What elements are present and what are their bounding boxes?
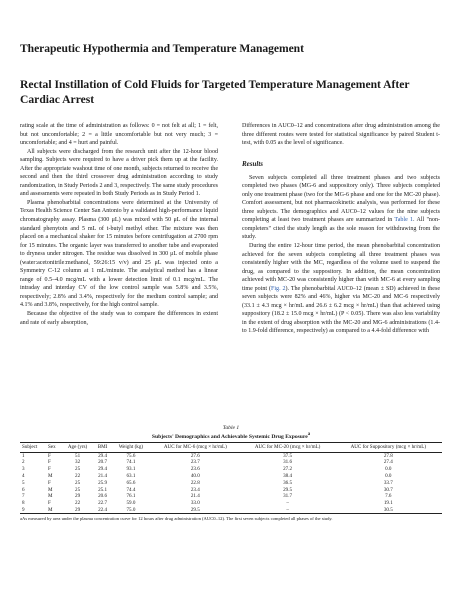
table-cell: 31.7 [283, 493, 293, 500]
table-cell: M [48, 493, 53, 500]
table-cell: F [48, 500, 51, 507]
article-title: Rectal Instillation of Cold Fluids for Targeted Temperature Management After Cardiac Arrest [20, 78, 410, 106]
table-cell: 40.0 [190, 472, 200, 479]
table-cell: 22 [75, 472, 81, 479]
table-cell: 63.1 [126, 472, 136, 479]
table-link[interactable]: Table 1 [394, 217, 414, 224]
table-header-row [20, 443, 442, 453]
table-cell: 19.1 [383, 500, 393, 507]
data-table [20, 442, 442, 514]
table-row [20, 507, 442, 514]
table-cell: 23.4 [190, 486, 200, 493]
text-span: ). The phenobarbital AUC0–12 (mean ± SD) achieved in these seven subjects were 82% and 46%, higher via MC-20 and MC-6 respectively (33.1 ± 4.3 mcg × hr/mL and 26.6 ± 6.2 mcg × hr/mL) than that achieved using suppository (18.2 ± 15.0 mcg × hr/mL) (P < 0.05). There was also less variability in the extent of drug absorption with the MC-20 and MG-6 administrations (1.4- to 1.9-fold difference, respectively) as compared to a 4.4-fold difference with [242, 285, 440, 335]
table-row [20, 486, 442, 493]
table-cell: 7.6 [385, 493, 392, 500]
col-header: AUC for MC-20 (mcg × hr/mL) [254, 444, 321, 451]
table-cell: 29 [75, 506, 81, 513]
table-cell: 20.6 [98, 493, 108, 500]
table-cell: 51 [75, 452, 81, 459]
left-column [20, 122, 218, 327]
paragraph: Differences in AUC0–12 and concentrations after drug administration among the three different routes were tested for statistical significance by paired Student t-test, with 0.05 as the level of significance. [242, 123, 440, 147]
table-cell: 38.4 [283, 472, 293, 479]
results-heading: Results [242, 159, 264, 168]
table-cell: 22.8 [190, 479, 200, 486]
table-cell: 25 [75, 486, 81, 493]
table-cell: 0.0 [385, 466, 392, 473]
paragraph [242, 242, 440, 336]
col-header: Weight (kg) [118, 444, 144, 451]
table-row [20, 459, 442, 466]
table-1 [20, 425, 442, 522]
table-cell: 29.5 [283, 486, 293, 493]
table-cell: F [48, 466, 51, 473]
table-cell: M [48, 472, 53, 479]
col-header: Sex [48, 444, 56, 451]
table-cell: 33.7 [383, 479, 393, 486]
table-row [20, 466, 442, 473]
table-cell: 25.9 [98, 479, 108, 486]
table-cell: 23.7 [190, 459, 200, 466]
table-cell: F [48, 459, 51, 466]
table-cell: 5 [22, 479, 25, 486]
table-cell: – [286, 506, 289, 513]
table-cell: 30.7 [383, 486, 393, 493]
table-cell: 22 [75, 500, 81, 507]
col-header: Age (yrs) [67, 444, 88, 451]
paragraph [242, 174, 440, 242]
table-cell: 75.6 [126, 452, 136, 459]
table-cell: 75.0 [126, 506, 136, 513]
paragraph: Plasma phenobarbital concentrations were determined at the University of Texas Health Science Center San Antonio by a validated high-performance liquid chromatography assay. Plasma (300 μL) was mixed with 50 μL of the internal standard phenytoin and 5 mL of t-butyl methyl ether. The mixture was then placed on a mechanical shaker for 15 minutes before centrifugation at 2700 rpm for 15 minutes. The organic layer was transferred to another tube and evaporated to dryness under nitrogen. The residue was dissolved in 300 μL of mobile phase (water:acetonitrile:methanol, 59:26:15 v/v) and 25 μL was injected onto a Symmetry C-12 column at 1 mL/minute. The analytical method has a linear range of 0.5–4.0 mcg/mL with a lower detection limit of 0.1 mcg/mL. The intraday and interday CV of the low control sample was 5.8% and 3.5%, respectively; 2.8% and 3.4%, respectively for the medium control sample; and 4.1% and 3.8%, respectively, for the high control sample. [20, 199, 218, 309]
caption-text: Subjects' Demographics and Achievable Systemic Drug Exposure [151, 433, 308, 440]
table-number: Table 1 [222, 425, 240, 431]
caption-footnote-mark: a [307, 431, 311, 437]
table-row [20, 452, 442, 459]
table-cell: 29.4 [98, 452, 108, 459]
table-cell: 31.6 [283, 459, 293, 466]
table-cell: 59.0 [126, 500, 136, 507]
table-cell: F [48, 479, 51, 486]
table-cell: 25 [75, 466, 81, 473]
text-span: . All "non-completers" cited the study length as the sole reason for withdrawing from the study. [242, 217, 440, 241]
table-cell: 29.5 [190, 506, 200, 513]
table-row [20, 500, 442, 507]
table-cell: 6 [22, 486, 25, 493]
table-cell: 36.5 [283, 479, 293, 486]
table-row [20, 473, 442, 480]
table-cell: 30.5 [383, 506, 393, 513]
table-cell: F [48, 452, 51, 459]
table-cell: 37.5 [283, 452, 293, 459]
table-cell: 20.7 [98, 459, 108, 466]
paragraph: rating scale at the time of administration as follows: 0 = not felt at all; 1 = felt, but not uncomfortable; 2 = a little uncomfortable but not very much; 3 = uncomfortable; and 4 = hurt and painful. [20, 123, 218, 147]
col-header: AUC for Suppository (mcg × hr/mL) [350, 444, 427, 451]
table-cell: 32 [75, 459, 81, 466]
table-cell: 21.4 [98, 472, 108, 479]
table-cell: 9 [22, 506, 25, 513]
table-caption [20, 432, 442, 440]
table-footnote: aAs measured by area under the plasma concentration curve for 12 hours after drug administration (AUC0–12). The first seven subjects completed all phases of the study. [20, 516, 333, 522]
table-cell: – [286, 500, 289, 507]
table-cell: 93.1 [126, 466, 136, 473]
text-span: Seven subjects completed all three treatment phases and two subjects completed two phases (MG-6 and suppository only). Three subjects completed only one treatment phase (two for the MG-6 phase and one for the MC-20 phase). Comfort assessment, but not pharmacokinetic analysis, was performed for these three subjects. The demographics and AUC0–12 values for the nine subjects completing at least two treatment phases are summarized in [242, 174, 440, 224]
journal-title: Therapeutic Hypothermia and Temperature Management [20, 42, 304, 55]
right-column [242, 122, 440, 336]
table-cell: 3 [22, 466, 25, 473]
table-cell: 74.4 [126, 486, 136, 493]
table-cell: 25.1 [98, 486, 108, 493]
table-cell: 27.2 [283, 466, 293, 473]
paragraph: All subjects were discharged from the research unit after the 12-hour blood sampling. Subjects were required to have a driver pick them up at the facility. After the appropriate washout time of one month, subjects returned to receive the second and then the third crossover drug administration according to study randomization, in Study Periods 2 and 3, respectively. The same study procedures and assessments were repeated in both Study Periods as in Study Period 1. [20, 148, 218, 198]
table-cell: 21.4 [190, 493, 200, 500]
table-cell: 8 [22, 500, 25, 507]
table-cell: 76.1 [126, 493, 136, 500]
table-cell: 33.0 [190, 500, 200, 507]
text-span: During the entire 12-hour time period, the mean phenobarbital concentration achieved for the seven subjects completing all three treatment phases was consistently higher with the MC, regardless of the volume used to suspend the drug, as compared to the suppository. In addition, the mean concentration achieved with MC-20 was consistently higher than with MC-6 at every sampling time point ( [242, 243, 440, 292]
table-cell: 25 [75, 479, 81, 486]
paragraph: Because the objective of the study was to compare the differences in extent and rate of early absorption, [20, 311, 218, 326]
figure-link[interactable]: Fig. 2 [271, 285, 286, 292]
table-cell: 29 [75, 493, 81, 500]
table-cell: 27.4 [383, 459, 393, 466]
table-row [20, 493, 442, 500]
table-cell: 4 [22, 472, 25, 479]
table-cell: 22.4 [98, 506, 108, 513]
table-cell: 1 [22, 452, 25, 459]
table-cell: M [48, 506, 53, 513]
table-cell: 29.4 [98, 466, 108, 473]
table-cell: 7 [22, 493, 25, 500]
table-cell: 2 [22, 459, 25, 466]
table-cell: 0.0 [385, 472, 392, 479]
table-cell: 27.8 [383, 452, 393, 459]
table-cell: 65.6 [126, 479, 136, 486]
table-row [20, 480, 442, 487]
col-header: Subject [22, 444, 38, 451]
table-cell: M [48, 486, 53, 493]
table-cell: 74.1 [126, 459, 136, 466]
col-header: BMI [97, 444, 108, 451]
table-cell: 23.6 [190, 466, 200, 473]
table-cell: 27.6 [190, 452, 200, 459]
col-header: AUC for MC-6 (mcg × hr/mL) [163, 444, 227, 451]
table-cell: 22.7 [98, 500, 108, 507]
